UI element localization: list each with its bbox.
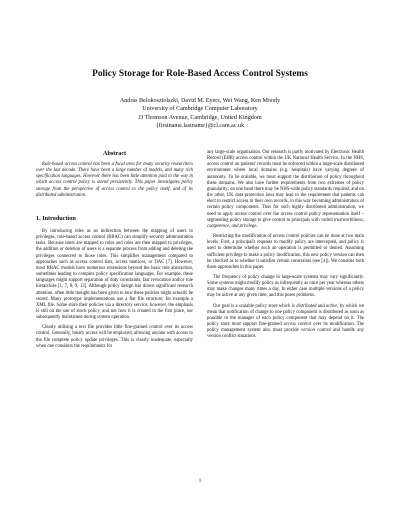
paper-title: Policy Storage for Role-Based Access Control Systems [92, 69, 308, 79]
body-text: and [317, 303, 325, 309]
page-number: 1 [198, 479, 202, 484]
body-emphasis: trustworthiness, competence, and privilege. [207, 217, 364, 229]
body-paragraph: The frequency of policy change in large-scale systems may vary significantly. Some systems might modify policy as infrequently as once per year whereas others may make changes many times a day. In either case multiple versions of a policy may be active at any given time, and this poses problems. [207, 274, 364, 299]
body-emphasis: active [326, 303, 338, 309]
body-paragraph: Restricting the modification of access control policies can be done at two main levels. First, a principal's requests to modify policy are intercepted, and policy is used to determine whether such an operation is permitted or denied. Assuming sufficient privilege to make a policy modification, this new policy version can then be checked as to whether it satisfies certain constraints (see [4]). We consider both these approaches in this paper. [207, 234, 364, 270]
author-names: András Belokosztolszki, David M. Eyers, Wei Wang, Ken Moody [119, 98, 281, 104]
author-affiliation: University of Cambridge Computer Laboratory [142, 106, 258, 113]
body-paragraph [207, 150, 364, 230]
author-block [0, 97, 400, 130]
body-emphasis: distributed [296, 303, 317, 309]
right-column [207, 150, 364, 345]
author-address: JJ Thomson Avenue, Cambridge, United Kingdom [138, 114, 262, 121]
body-paragraph [207, 304, 364, 341]
body-text: over its modification. The policy management system also must provide [207, 322, 364, 334]
intro-paragraph: Clearly utilising a text file provides little fine-grained control over its access control. Generally, binary access will be employed, allowing anyone with access to the file complete policy update privileges. This is clearly inadequate, especially when one considers the requirements for [36, 325, 193, 349]
abstract-heading: Abstract [102, 150, 127, 157]
section-heading-introduction: 1. Introduction [36, 214, 76, 222]
abstract-text: Role-based access control has been a focal area for many security researchers over the last decade. There have been a large number of models, and many rich specification languages. However there has been little attention paid to the way in which access control policy is stored persistently. This paper investigates policy storage from the perspective of access control to the policy itself, and of its distributed administration. [36, 162, 193, 198]
left-column [36, 150, 193, 354]
body-emphasis: version control [301, 328, 331, 334]
author-email: {firstname.lastname}@cl.cam.ac.uk [155, 122, 245, 129]
body-text: any large-scale organisation. Our research is partly motivated by Electronic Health Record (EHR) access control within the UK National Health Service. In the NHS, access control on patients' records must be enforced within a large-scale distributed environment where local domains (e.g. hospitals) have varying degrees of autonomy. To be scalable, we must support the distribution of policy throughout these domains. We also have further requirements from two extremes of policy granularity; on one hand there may be NHS-wide policy standards required, and on the other, UK data protection laws may lead to the requirement that patients can elect to restrict access to their own records, in this way becoming administrators of certain policy components. Thus for such highly distributed administration, we need to apply access control over the access control policy representation itself – segmenting policy storage to give control to principals with varied [207, 150, 364, 223]
body-text: , by which we mean that notification of change to one policy component is distributed as soon as possible to the manager of each policy component that may depend on it. The policy store must support fine-grained [207, 303, 365, 328]
body-emphasis: access control [283, 322, 312, 328]
body-text: and handle any version conflict situations. [207, 328, 365, 340]
intro-paragraph: By introducing roles as an indirection between the mapping of users to privileges, role-based access control (RBAC) can simplify security administration tasks. Because users are mapped to roles and roles are then mapped to privileges, the addition or deletion of users is a separate process from adding and deleting the privileges connected to those roles. This simplifies management compared to approaches such as access control lists, access matrices, or DAC [7]. However, most RBAC models have numerous extensions beyond the basic role abstraction, sometimes leading to complex policy specification languages. For example, these languages might support separation of duty constraints, fast revocation and/or role hierarchies [1, 7, 8, 9, 13]. Although policy design has drawn significant research attention, often little thought has been given to how these policies might actually be stored. Many prototype implementations use a flat file structure, for example a XML file. Some store their policies via a directory service; however, the emphasis is still on the use of stock policy, and not how it is created in the first place, nor subsequently maintained during system operation. [36, 228, 193, 321]
body-text: Our goal is a scalable policy store which is [213, 303, 295, 309]
